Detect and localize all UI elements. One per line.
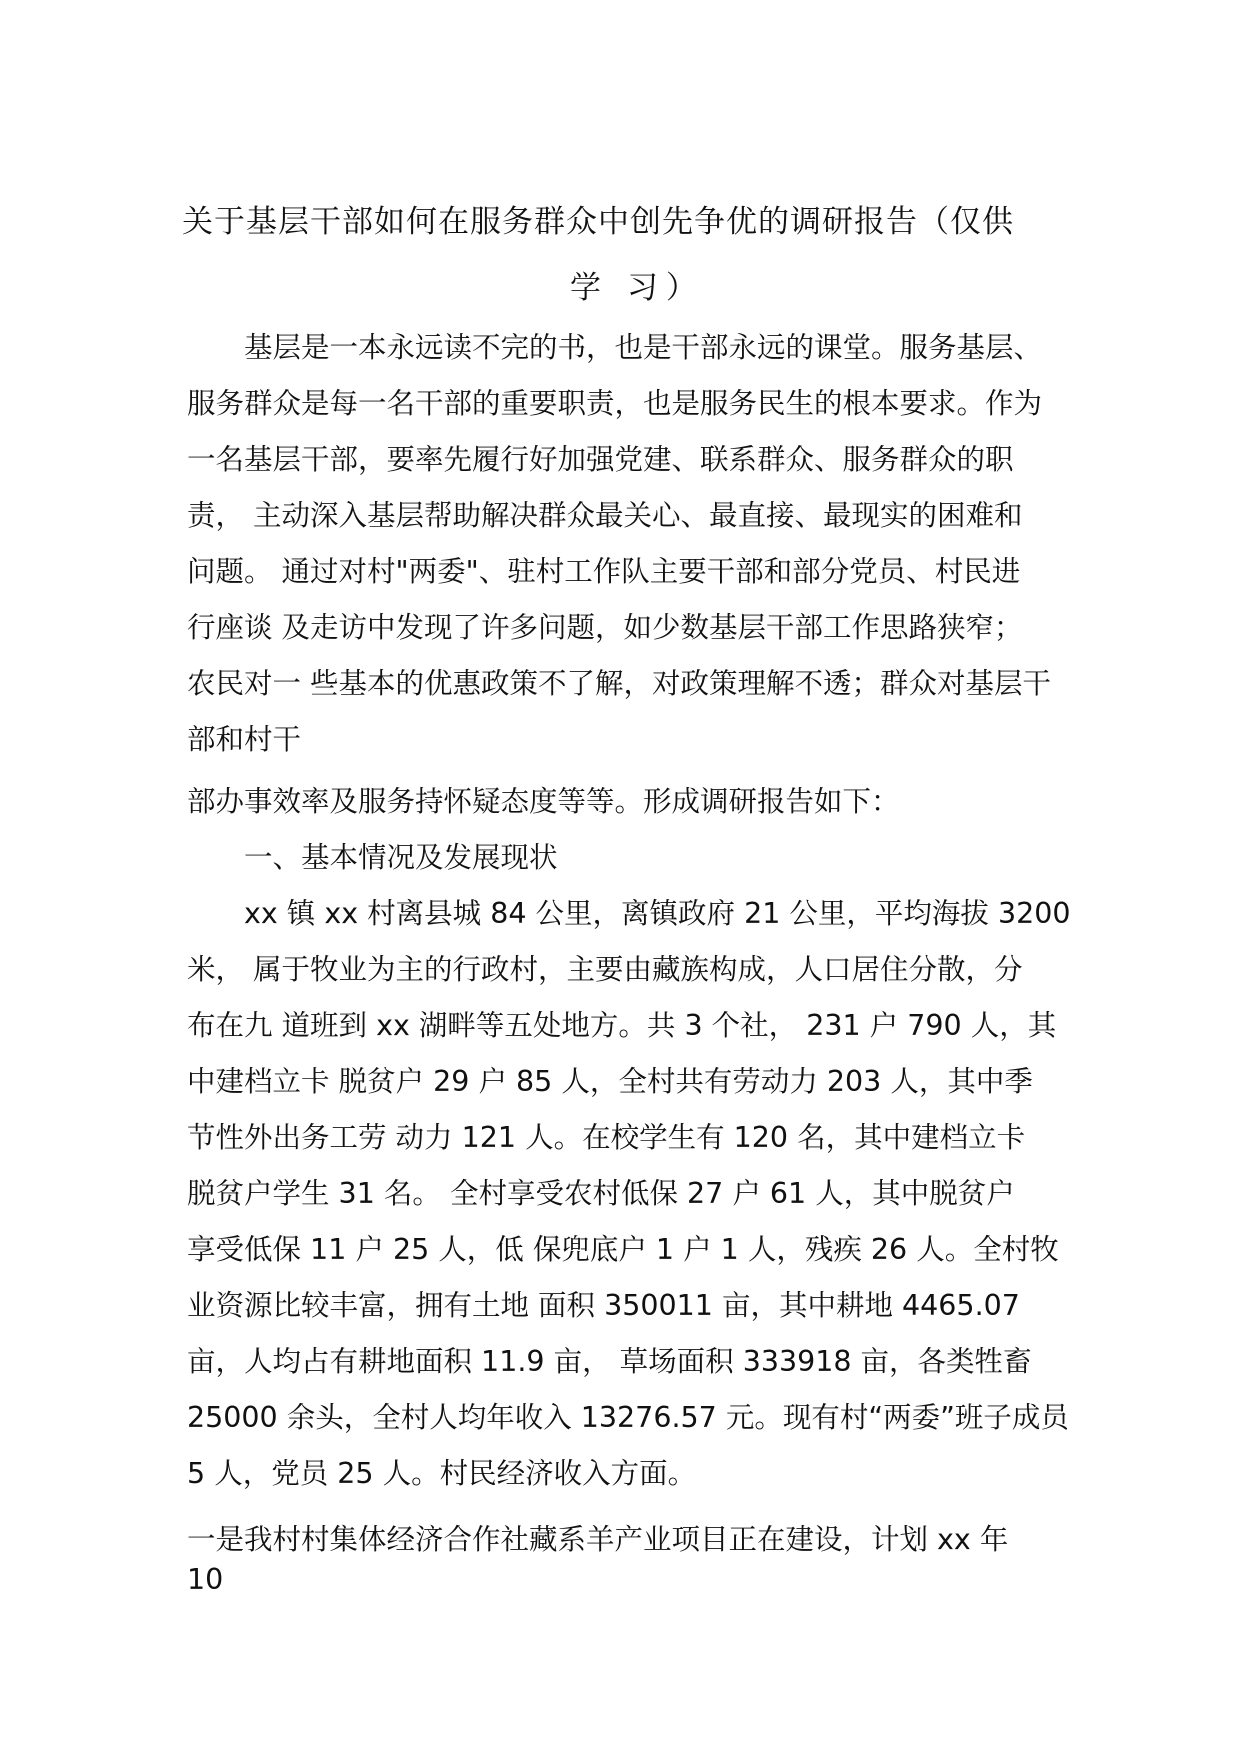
paragraph-line: 中建档立卡 脱贫户 29 户 85 人，全村共有劳动力 203 人，其中季 — [187, 1065, 1033, 1098]
paragraph-line: 亩，人均占有耕地面积 11.9 亩， 草场面积 333918 亩，各类牲畜 — [187, 1345, 1032, 1378]
paragraph-line: xx 镇 xx 村离县城 84 公里，离镇政府 21 公里，平均海拔 3200 — [244, 897, 1071, 930]
paragraph-line: 25000 余头，全村人均年收入 13276.57 元。现有村“两委”班子成员 — [187, 1401, 1069, 1434]
paragraph-line: 一是我村村集体经济合作社藏系羊产业项目正在建设，计划 xx 年 — [187, 1523, 1009, 1556]
paragraph-line: 米， 属于牧业为主的行政村，主要由藏族构成，人口居住分散，分 — [187, 953, 1023, 986]
paragraph-line: 享受低保 11 户 25 人，低 保兜底户 1 户 1 人，残疾 26 人。全村牧 — [187, 1233, 1059, 1266]
paragraph-line: 部办事效率及服务持怀疑态度等等。形成调研报告如下： — [187, 785, 900, 818]
paragraph-line: 部和村干 — [187, 723, 302, 756]
paragraph-line: 服务群众是每一名干部的重要职责，也是服务民生的根本要求。作为 — [187, 387, 1043, 420]
paragraph-line: 问题。 通过对村"两委"、驻村工作队主要干部和部分党员、村民进 — [187, 555, 1021, 588]
paragraph-line: 脱贫户学生 31 名。 全村享受农村低保 27 户 61 人，其中脱贫户 — [187, 1177, 1015, 1210]
paragraph-line: 业资源比较丰富，拥有土地 面积 350011 亩，其中耕地 4465.07 — [187, 1289, 1020, 1322]
paragraph-line: 责， 主动深入基层帮助解决群众最关心、最直接、最现实的困难和 — [187, 499, 1023, 532]
paragraph-line: 农民对一 些基本的优惠政策不了解，对政策理解不透；群众对基层干 — [187, 667, 1052, 700]
document-title-line-1: 关于基层干部如何在服务群众中创先争优的调研报告（仅供 — [182, 204, 1014, 240]
paragraph-line: 一名基层干部，要率先履行好加强党建、联系群众、服务群众的职 — [187, 443, 1014, 476]
paragraph-line: 基层是一本永远读不完的书，也是干部永远的课堂。服务基层、 — [244, 331, 1043, 364]
paragraph-line: 10 — [187, 1563, 224, 1596]
document-title-line-2: 学 习） — [570, 270, 705, 306]
section-heading: 一、基本情况及发展现状 — [244, 841, 558, 874]
paragraph-line: 节性外出务工劳 动力 121 人。在校学生有 120 名，其中建档立卡 — [187, 1121, 1026, 1154]
paragraph-line: 5 人，党员 25 人。村民经济收入方面。 — [187, 1457, 697, 1490]
paragraph-line: 布在九 道班到 xx 湖畔等五处地方。共 3 个社， 231 户 790 人，其 — [187, 1009, 1057, 1042]
paragraph-line: 行座谈 及走访中发现了许多问题，如少数基层干部工作思路狭窄； — [187, 611, 1023, 644]
